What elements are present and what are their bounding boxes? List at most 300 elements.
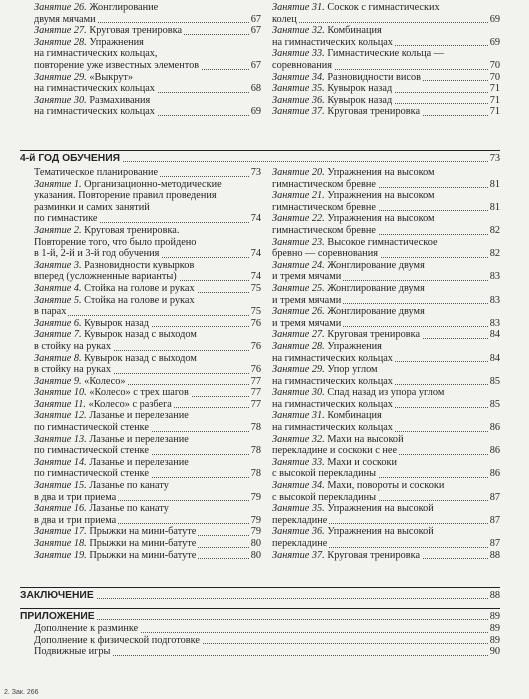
toc-entry-last-line	[272, 445, 500, 457]
lesson-title-part: в 1-й, 2-й и 3-й год обучения	[34, 248, 160, 260]
toc-entry-line	[272, 480, 500, 492]
toc-entry-text	[34, 248, 161, 259]
toc-entry[interactable]	[34, 387, 261, 399]
lesson-title-part: на гимнастических кольцах	[34, 106, 155, 118]
lesson-title-part: Лазанье и перелезание	[89, 433, 189, 445]
lesson-title-part: Махи, повороты и соскоки	[327, 480, 445, 492]
toc-entry-last-line	[272, 422, 500, 434]
lesson-title-part: Круговая тренировка.	[84, 224, 180, 236]
toc-entry-line	[34, 434, 261, 446]
lesson-label: Занятие 28.	[272, 340, 325, 352]
page-number: 80	[250, 549, 261, 561]
toc-column-right-year4	[272, 167, 500, 561]
lesson-title-part: на гимнастических кольцах	[272, 398, 393, 410]
toc-entry-text	[34, 83, 157, 94]
toc-entry[interactable]	[272, 95, 500, 107]
toc-entry-last-line	[34, 492, 261, 504]
page-number: 70	[489, 59, 500, 71]
toc-entry-last-line	[272, 271, 500, 283]
lesson-title-part: Размахивания	[89, 94, 151, 106]
lesson-title-part: Стойка на голове и руках	[84, 282, 195, 294]
toc-entry-last-line	[34, 387, 261, 399]
toc-entry-last-line	[272, 468, 500, 480]
toc-entry-line	[34, 179, 261, 191]
lesson-title-part: Высокое гимнастическое	[327, 236, 438, 248]
toc-entry-last-line	[34, 106, 261, 118]
toc-entry[interactable]	[34, 225, 261, 260]
toc-entry-text	[34, 445, 151, 456]
toc-entry-text	[34, 260, 196, 271]
page-number: 78	[250, 445, 261, 457]
page-number: 79	[250, 514, 261, 526]
lesson-title-part: Кувырок назад	[327, 83, 393, 95]
lesson-title-part: перекладине	[272, 514, 328, 526]
appendix-entry-text: Дополнение к разминке	[34, 623, 139, 634]
lesson-title-part: Упражнения на высоком	[327, 213, 435, 225]
toc-entry-text	[34, 457, 191, 468]
lesson-title-part: Кувырок назад с выходом	[84, 352, 197, 364]
toc-entry-last-line	[34, 468, 261, 480]
lesson-title-part: двумя мячами	[34, 13, 96, 25]
toc-entry-last-line	[34, 271, 261, 283]
toc-entry[interactable]	[272, 106, 500, 118]
toc-entry-text	[272, 445, 399, 456]
toc-entry-last-line	[272, 318, 500, 330]
toc-entry[interactable]	[272, 503, 500, 526]
lesson-label: Занятие 25.	[272, 282, 325, 294]
toc-entry[interactable]	[272, 213, 500, 236]
toc-entry[interactable]	[272, 457, 500, 480]
toc-entry[interactable]	[272, 329, 500, 341]
page-number: 85	[489, 375, 500, 387]
toc-entry-last-line	[272, 550, 500, 562]
section-heading: ПРИЛОЖЕНИЕ 89	[20, 611, 500, 622]
page-number: 74	[250, 213, 261, 225]
page-number: 74	[250, 248, 261, 260]
page-number: 71	[489, 83, 500, 95]
toc-entry-text	[272, 106, 422, 117]
toc-entry-line	[272, 237, 500, 249]
toc-entry[interactable]	[272, 341, 500, 364]
lesson-title-part: Комбинация	[327, 25, 382, 37]
lesson-title-part: бревно — соревнования	[272, 248, 378, 260]
toc-entry[interactable]	[272, 237, 500, 260]
toc-entry-last-line	[272, 83, 500, 95]
toc-entry-text	[34, 60, 201, 71]
section-conclusion	[20, 590, 500, 602]
page-number: 86	[489, 445, 500, 457]
toc-column-right-top	[272, 2, 500, 118]
toc-entry[interactable]	[272, 550, 500, 562]
lesson-label: Занятие 2.	[34, 224, 82, 236]
toc-entry-text	[272, 318, 343, 329]
page-number: 77	[250, 387, 261, 399]
lesson-title-part: Соскок с гимнастических	[327, 2, 440, 13]
page-number: 84	[489, 352, 500, 364]
toc-entry-last-line	[272, 353, 500, 365]
lesson-title-part: «Колесо» с разбега	[88, 398, 172, 410]
lesson-label: Занятие 17.	[34, 526, 87, 538]
toc-entry-text	[34, 353, 199, 364]
toc-entry[interactable]	[272, 364, 500, 387]
toc-entry-text	[272, 95, 394, 106]
lesson-title-part: Разновидности кувырков	[84, 259, 195, 271]
lesson-label: Занятие 4.	[34, 282, 82, 294]
lesson-title-part: Гимнастические кольца —	[327, 48, 445, 60]
toc-entry-text	[272, 515, 329, 526]
page-number: 73	[250, 167, 261, 178]
toc-entry-text	[34, 434, 191, 445]
toc-entry[interactable]	[272, 83, 500, 95]
page-number: 88	[489, 549, 500, 561]
lesson-title-part: по гимнастической стенке	[34, 445, 149, 457]
toc-entry-text	[34, 399, 174, 410]
toc-entry[interactable]	[34, 550, 261, 562]
toc-entry-line	[34, 2, 261, 14]
lesson-label: Занятие 5.	[34, 294, 82, 306]
toc-entry-text	[272, 225, 378, 236]
toc-entry-last-line	[34, 550, 261, 562]
lesson-title-part: Прыжки на мини-батуте	[89, 526, 197, 538]
lesson-title-part: Круговая тренировка	[327, 106, 421, 118]
toc-entry-line	[272, 213, 500, 225]
toc-entry-text	[272, 83, 394, 94]
toc-entry[interactable]	[34, 376, 261, 388]
lesson-title-part: в парах	[34, 306, 67, 318]
lesson-label: Занятие 28.	[34, 36, 87, 48]
toc-entry[interactable]	[34, 167, 261, 179]
section-heading: 4-й ГОД ОБУЧЕНИЯ 73	[20, 153, 500, 164]
lesson-title-part: Упражнения на высокой	[327, 503, 434, 515]
lesson-label: Занятие 29.	[34, 71, 87, 83]
toc-entry-line	[34, 480, 261, 492]
appendix-entry[interactable]	[20, 623, 500, 635]
toc-entry-text	[34, 237, 198, 248]
lesson-title-part: Комбинация	[327, 410, 382, 422]
toc-entry-line	[272, 341, 500, 353]
toc-entry-text	[34, 318, 151, 329]
toc-entry[interactable]	[34, 526, 261, 538]
page-number: 71	[489, 94, 500, 106]
toc-entry-text	[272, 179, 378, 190]
toc-entry[interactable]	[34, 179, 261, 225]
toc-entry-text	[272, 295, 343, 306]
toc-entry-text	[34, 410, 191, 421]
lesson-label: Занятие 37.	[272, 549, 325, 561]
lesson-label: Занятие 34.	[272, 480, 325, 492]
toc-entry[interactable]	[272, 526, 500, 549]
lesson-title-part: Махи и соскоки	[327, 456, 398, 468]
lesson-label: Занятие 10.	[34, 387, 87, 399]
toc-entry-line	[272, 190, 500, 202]
lesson-title-part: на гимнастических кольцах	[272, 352, 393, 364]
toc-entry[interactable]	[34, 329, 261, 352]
toc-entry-line	[34, 202, 261, 214]
lesson-label: Занятие 11.	[34, 398, 86, 410]
toc-entry-text	[34, 538, 198, 549]
lesson-title-part: и тремя мячами	[272, 271, 342, 283]
toc-entry-last-line	[34, 213, 261, 225]
toc-entry-last-line	[34, 635, 500, 647]
toc-entry-text	[34, 179, 224, 190]
rule	[20, 608, 500, 609]
page-number: 77	[250, 375, 261, 387]
toc-entry-last-line	[272, 72, 500, 84]
toc-entry-text	[272, 538, 329, 549]
toc-entry-text	[272, 353, 395, 364]
toc-entry-last-line	[34, 376, 261, 388]
toc-entry[interactable]	[272, 306, 500, 329]
lesson-label: Занятие 13.	[34, 433, 87, 445]
lesson-title-part: в стойку на руках	[34, 364, 111, 376]
toc-entry[interactable]	[272, 167, 500, 190]
toc-entry-text	[34, 213, 99, 224]
lesson-label: Занятие 27.	[34, 25, 87, 37]
toc-entry[interactable]	[272, 2, 500, 25]
toc-entry[interactable]	[34, 283, 261, 295]
toc-entry-text	[34, 95, 152, 106]
lesson-title-part: Жонглирование	[89, 2, 159, 13]
page-number: 76	[250, 340, 261, 352]
toc-entry-text	[272, 72, 423, 83]
toc-entry-text	[272, 60, 334, 71]
toc-entry[interactable]	[34, 37, 261, 72]
lesson-title-part: Круговая тренировка	[89, 25, 183, 37]
toc-entry-last-line	[272, 376, 500, 388]
lesson-title-part: по гимнастической стенке	[34, 422, 149, 434]
toc-entry-line	[272, 526, 500, 538]
lesson-title-part: Упор углом	[327, 364, 378, 376]
lesson-title-part: указания. Повторение правил проведения	[34, 190, 217, 202]
page-number: 68	[250, 83, 261, 95]
toc-entry[interactable]	[272, 260, 500, 283]
toc-entry-text	[272, 434, 406, 445]
lesson-title-part: на гимнастических кольцах,	[34, 48, 158, 60]
lesson-label: Занятие 20.	[272, 167, 325, 178]
toc-entry[interactable]	[272, 387, 500, 410]
toc-entry-text	[272, 468, 378, 479]
page-number: 67	[250, 13, 261, 25]
toc-entry[interactable]	[34, 353, 261, 376]
toc-entry-line	[34, 410, 261, 422]
lesson-title-part: Жонглирование двумя	[327, 282, 425, 294]
toc-entry-last-line	[272, 492, 500, 504]
toc-entry[interactable]	[34, 434, 261, 457]
lesson-label: Занятие 18.	[34, 538, 87, 549]
toc-entry[interactable]	[272, 48, 500, 71]
toc-entry-last-line	[34, 83, 261, 95]
toc-entry-last-line	[34, 60, 261, 72]
lesson-title-part: в стойку на руках	[34, 340, 111, 352]
page-number: 75	[250, 306, 261, 318]
lesson-label: Занятие 35.	[272, 83, 325, 95]
page-number: 67	[250, 59, 261, 71]
toc-entry[interactable]	[34, 538, 261, 550]
lesson-label: Занятие 22.	[272, 213, 325, 225]
page-number: 75	[250, 282, 261, 294]
lesson-label: Занятие 24.	[272, 259, 325, 271]
toc-entry-last-line	[34, 364, 261, 376]
toc-entry[interactable]	[34, 95, 261, 118]
lesson-label: Занятие 9.	[34, 375, 82, 387]
page-number: 84	[489, 329, 500, 341]
toc-entry-last-line	[34, 538, 261, 550]
page-number: 71	[489, 106, 500, 118]
lesson-label: Занятие 3.	[34, 259, 82, 271]
toc-entry-text	[272, 167, 437, 178]
lesson-title-part: Прыжки на мини-батуте	[89, 538, 197, 549]
dot-leader	[272, 22, 500, 23]
toc-entry-text	[34, 2, 160, 13]
lesson-label: Занятие 8.	[34, 352, 82, 364]
toc-entry-last-line	[272, 179, 500, 191]
lesson-label: Занятие 31.	[272, 2, 325, 13]
toc-entry[interactable]	[34, 25, 261, 37]
lesson-title-part: вперед (усложненные варианты)	[34, 271, 177, 283]
toc-entry-text	[272, 457, 399, 468]
toc-entry-last-line	[272, 295, 500, 307]
lesson-title-part: Кувырок назад с выходом	[84, 329, 197, 341]
section-appendix	[20, 611, 500, 658]
toc-entry-last-line	[34, 445, 261, 457]
toc-entry[interactable]	[34, 260, 261, 283]
toc-entry[interactable]	[272, 25, 500, 48]
lesson-title-part: Кувырок назад	[84, 317, 150, 329]
toc-entry-line	[34, 190, 261, 202]
lesson-title-part: на гимнастических кольцах	[34, 83, 155, 95]
lesson-title-part: Повторение того, что было пройдено	[34, 236, 197, 248]
toc-entry[interactable]	[34, 295, 261, 318]
toc-entry-text	[272, 237, 440, 248]
toc-entry-line	[34, 37, 261, 49]
toc-entry-text	[34, 503, 171, 514]
page-number: 70	[489, 71, 500, 83]
lesson-label: Занятие 32.	[272, 433, 325, 445]
page-number: 79	[250, 491, 261, 503]
toc-entry-last-line	[34, 526, 261, 538]
lesson-label: Занятие 29.	[272, 364, 325, 376]
toc-entry-last-line	[34, 646, 500, 658]
lesson-title-part: с высокой перекладины	[272, 491, 377, 503]
lesson-title-part: перекладине	[272, 538, 328, 549]
toc-entry-text	[34, 37, 146, 48]
toc-entry-text	[34, 526, 198, 537]
toc-entry[interactable]	[34, 480, 261, 503]
lesson-label: Занятие 37.	[272, 106, 325, 118]
page-number: 90	[489, 646, 500, 658]
toc-entry-text	[272, 480, 446, 491]
toc-entry-text	[34, 515, 118, 526]
toc-entry[interactable]	[272, 410, 500, 433]
toc-entry[interactable]	[272, 434, 500, 457]
lesson-title-part: Упражнения	[89, 36, 144, 48]
lesson-label: Занятие 36.	[272, 526, 325, 538]
lesson-label: Занятие 32.	[272, 25, 325, 37]
toc-entry-text	[272, 399, 395, 410]
lesson-title-part: гимнастическом бревне	[272, 224, 376, 236]
toc-entry-last-line	[34, 515, 261, 527]
toc-entry-text	[272, 260, 427, 271]
toc-entry-last-line	[34, 25, 261, 37]
toc-entry-last-line	[34, 318, 261, 330]
toc-entry[interactable]	[272, 480, 500, 503]
toc-entry[interactable]	[34, 318, 261, 330]
page-number: 77	[250, 398, 261, 410]
toc-entry-line	[272, 260, 500, 272]
page-number: 76	[250, 317, 261, 329]
toc-entry-line	[34, 72, 261, 84]
lesson-title-part: «Колесо»	[84, 375, 126, 387]
lesson-title-part: перекладине и соскоки с нее	[272, 445, 398, 457]
toc-entry[interactable]	[34, 503, 261, 526]
toc-entry-last-line	[272, 225, 500, 237]
lesson-title-part: по гимнастике	[34, 213, 98, 225]
toc-entry-last-line	[272, 538, 500, 550]
rule	[20, 587, 500, 588]
toc-entry-text	[34, 364, 113, 375]
lesson-label: Занятие 6.	[34, 317, 82, 329]
toc-entry-text	[34, 283, 197, 294]
toc-entry-line	[272, 48, 500, 60]
toc-entry[interactable]	[272, 72, 500, 84]
toc-entry-text	[272, 503, 436, 514]
toc-entry-last-line	[272, 37, 500, 49]
toc-entry-text	[272, 283, 427, 294]
lesson-title-part: и тремя мячами	[272, 294, 342, 306]
lesson-label: Занятие 34.	[272, 71, 325, 83]
page-number: 74	[250, 271, 261, 283]
lesson-title-part: Кувырок назад	[327, 94, 393, 106]
toc-entry[interactable]	[34, 72, 261, 95]
page-number: 69	[489, 36, 500, 48]
toc-entry-text	[272, 329, 422, 340]
lesson-title-part: на гимнастических кольцах	[272, 375, 393, 387]
toc-entry-last-line	[34, 341, 261, 353]
toc-entry-line	[34, 295, 261, 307]
lesson-label: Занятие 36.	[272, 94, 325, 106]
toc-entry[interactable]	[272, 283, 500, 306]
lesson-title-part: соревнования	[272, 59, 333, 71]
lesson-title-part: Спад назад из упора углом	[327, 387, 445, 399]
lesson-title-part: Круговая тренировка	[327, 329, 421, 341]
appendix-entry-text: Подвижные игры	[34, 646, 111, 658]
toc-entry-last-line	[272, 60, 500, 72]
toc-entry-line	[34, 95, 261, 107]
toc-entry-last-line	[34, 399, 261, 411]
appendix-entry[interactable]	[20, 646, 500, 658]
toc-entry[interactable]	[34, 399, 261, 411]
toc-entry[interactable]	[272, 190, 500, 213]
toc-entry-text	[34, 167, 160, 178]
toc-entry-text	[272, 202, 378, 213]
toc-entry-line	[272, 167, 500, 179]
toc-entry-last-line	[34, 14, 261, 26]
toc-entry[interactable]	[34, 410, 261, 433]
toc-entry-last-line	[272, 95, 500, 107]
lesson-label: Занятие 14.	[34, 456, 87, 468]
toc-entry-text	[34, 329, 199, 340]
page-number: 78	[250, 468, 261, 480]
toc-entry-text	[272, 190, 437, 201]
appendix-entry[interactable]	[20, 635, 500, 647]
toc-entry-text	[272, 492, 378, 503]
section-year4	[20, 153, 500, 165]
toc-entry[interactable]	[34, 457, 261, 480]
toc-entry[interactable]	[34, 2, 261, 25]
page-number: 81	[489, 178, 500, 190]
lesson-label: Занятие 30.	[34, 94, 87, 106]
lesson-title-part: в два и три приема	[34, 491, 117, 503]
